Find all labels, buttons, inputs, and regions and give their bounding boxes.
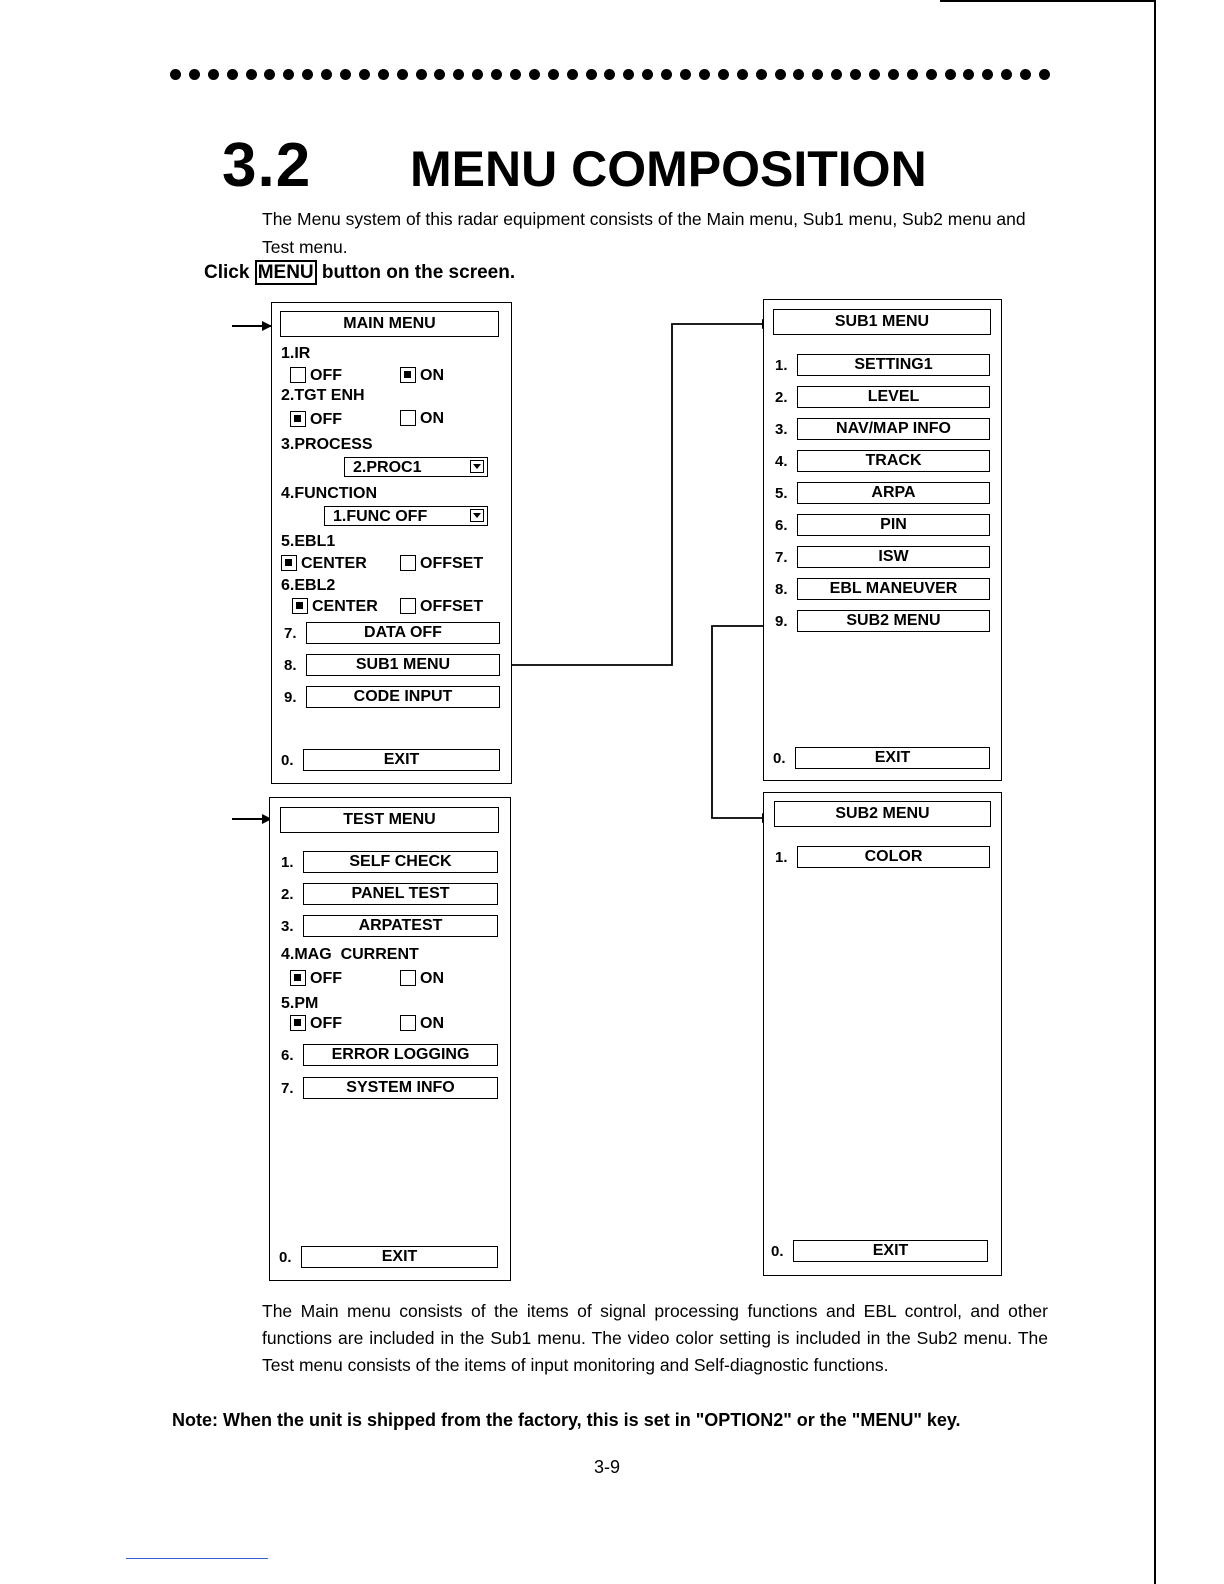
self-check-item[interactable]: 1. SELF CHECK	[281, 851, 498, 873]
nav-map-info-button[interactable]: NAV/MAP INFO	[797, 418, 990, 440]
color-item[interactable]: 1. COLOR	[775, 846, 990, 868]
track-item[interactable]: 4. TRACK	[775, 450, 990, 472]
ebl2-label: 6.EBL2	[281, 577, 336, 594]
data-off-button[interactable]: DATA OFF	[306, 622, 500, 644]
sub2-exit-button[interactable]: EXIT	[793, 1240, 988, 1262]
checkbox-checked[interactable]	[290, 1015, 306, 1031]
function-dropdown[interactable]: 1.FUNC OFF	[324, 506, 488, 526]
sub1-exit-item[interactable]: 0. EXIT	[773, 747, 990, 769]
arpa-button[interactable]: ARPA	[797, 482, 990, 504]
sub1-menu-button[interactable]: SUB1 MENU	[306, 654, 500, 676]
note-text: Note: When the unit is shipped from the factory, this is set in "OPTION2" or the "MENU" key.	[172, 1410, 961, 1430]
data-off-item[interactable]: 7. DATA OFF	[284, 622, 500, 644]
ebl1-offset-option[interactable]: OFFSET	[400, 555, 483, 573]
menu-key: MENU	[255, 260, 317, 285]
checkbox-unchecked[interactable]	[400, 598, 416, 614]
code-input-item[interactable]: 9. CODE INPUT	[284, 686, 500, 708]
pin-item[interactable]: 6. PIN	[775, 514, 990, 536]
checkbox-checked[interactable]	[400, 367, 416, 383]
tgt-on-option[interactable]: ON	[400, 410, 444, 428]
test-exit-item[interactable]: 0. EXIT	[279, 1246, 498, 1268]
checkbox-checked[interactable]	[281, 555, 297, 571]
pm-on-option[interactable]: ON	[400, 1015, 444, 1033]
system-info-item[interactable]: 7. SYSTEM INFO	[281, 1077, 498, 1099]
mag-current-label: 4.MAG CURRENT	[281, 946, 419, 963]
sub2-exit-item[interactable]: 0. EXIT	[771, 1240, 988, 1262]
description-paragraph: The Main menu consists of the items of signal processing functions and EBL control, and other functions are included in the Sub1 menu. The video color setting is included in the Sub2 menu. The Test menu consists of the items of input monitoring and Self-diagnostic functions.	[262, 1301, 1048, 1375]
sub1-exit-button[interactable]: EXIT	[795, 747, 990, 769]
color-button[interactable]: COLOR	[797, 846, 990, 868]
dropdown-arrow-icon	[470, 509, 484, 522]
main-exit-button[interactable]: EXIT	[303, 749, 500, 771]
setting1-item[interactable]: 1. SETTING1	[775, 354, 990, 376]
panel-test-button[interactable]: PANEL TEST	[303, 883, 498, 905]
test-menu-title: TEST MENU	[280, 807, 499, 833]
pm-label: 5.PM	[281, 995, 319, 1012]
intro-text: The Menu system of this radar equipment consists of the Main menu, Sub1 menu, Sub2 menu and Test menu.	[262, 209, 1026, 257]
test-exit-button[interactable]: EXIT	[301, 1246, 498, 1268]
checkbox-unchecked[interactable]	[400, 1015, 416, 1031]
ebl-maneuver-button[interactable]: EBL MANEUVER	[797, 578, 990, 600]
error-logging-item[interactable]: 6. ERROR LOGGING	[281, 1044, 498, 1066]
checkbox-unchecked[interactable]	[400, 410, 416, 426]
checkbox-unchecked[interactable]	[400, 970, 416, 986]
process-dropdown[interactable]: 2.PROC1	[344, 457, 488, 477]
self-check-button[interactable]: SELF CHECK	[303, 851, 498, 873]
arpatest-button[interactable]: ARPATEST	[303, 915, 498, 937]
checkbox-checked[interactable]	[290, 411, 306, 427]
click-instruction: Click MENU button on the screen.	[204, 262, 516, 283]
sub1-menu-title: SUB1 MENU	[773, 309, 991, 335]
pm-off-option[interactable]: OFF	[290, 1015, 342, 1033]
sub2-menu-title: SUB2 MENU	[774, 801, 991, 827]
section-number: 3.2	[222, 131, 312, 200]
setting1-button[interactable]: SETTING1	[797, 354, 990, 376]
checkbox-checked[interactable]	[292, 598, 308, 614]
code-input-button[interactable]: CODE INPUT	[306, 686, 500, 708]
error-logging-button[interactable]: ERROR LOGGING	[303, 1044, 498, 1066]
mag-on-option[interactable]: ON	[400, 970, 444, 988]
page-number: 3-9	[594, 1457, 621, 1477]
tgt-off-option[interactable]: OFF	[290, 411, 342, 429]
system-info-button[interactable]: SYSTEM INFO	[303, 1077, 498, 1099]
process-label: 3.PROCESS	[281, 436, 373, 453]
ebl2-offset-option[interactable]: OFFSET	[400, 598, 483, 616]
connector-sub1	[501, 324, 771, 665]
isw-button[interactable]: ISW	[797, 546, 990, 568]
ebl2-center-option[interactable]: CENTER	[292, 598, 378, 616]
checkbox-checked[interactable]	[290, 970, 306, 986]
function-label: 4.FUNCTION	[281, 485, 377, 502]
main-exit-item[interactable]: 0. EXIT	[281, 749, 500, 771]
panel-test-item[interactable]: 2. PANEL TEST	[281, 883, 498, 905]
ebl1-center-option[interactable]: CENTER	[281, 555, 367, 573]
ebl-maneuver-item[interactable]: 8. EBL MANEUVER	[775, 578, 990, 600]
isw-item[interactable]: 7. ISW	[775, 546, 990, 568]
level-button[interactable]: LEVEL	[797, 386, 990, 408]
footer-line	[126, 1558, 268, 1559]
nav-map-info-item[interactable]: 3. NAV/MAP INFO	[775, 418, 990, 440]
sub1-menu-item[interactable]: 8. SUB1 MENU	[284, 654, 500, 676]
track-button[interactable]: TRACK	[797, 450, 990, 472]
ir-on-option[interactable]: ON	[400, 367, 444, 385]
mag-off-option[interactable]: OFF	[290, 970, 342, 988]
sub2-menu-button[interactable]: SUB2 MENU	[797, 610, 990, 632]
ir-off-option[interactable]: OFF	[290, 367, 342, 385]
level-item[interactable]: 2. LEVEL	[775, 386, 990, 408]
pin-button[interactable]: PIN	[797, 514, 990, 536]
arpatest-item[interactable]: 3. ARPATEST	[281, 915, 498, 937]
sub2-menu-item[interactable]: 9. SUB2 MENU	[775, 610, 990, 632]
checkbox-unchecked[interactable]	[290, 367, 306, 383]
checkbox-unchecked[interactable]	[400, 555, 416, 571]
main-menu-title: MAIN MENU	[280, 311, 499, 337]
ir-label: 1.IR	[281, 345, 311, 362]
ebl1-label: 5.EBL1	[281, 533, 336, 550]
section-title: MENU COMPOSITION	[410, 141, 927, 197]
arpa-item[interactable]: 5. ARPA	[775, 482, 990, 504]
tgt-enh-label: 2.TGT ENH	[281, 387, 365, 404]
dropdown-arrow-icon	[470, 460, 484, 473]
